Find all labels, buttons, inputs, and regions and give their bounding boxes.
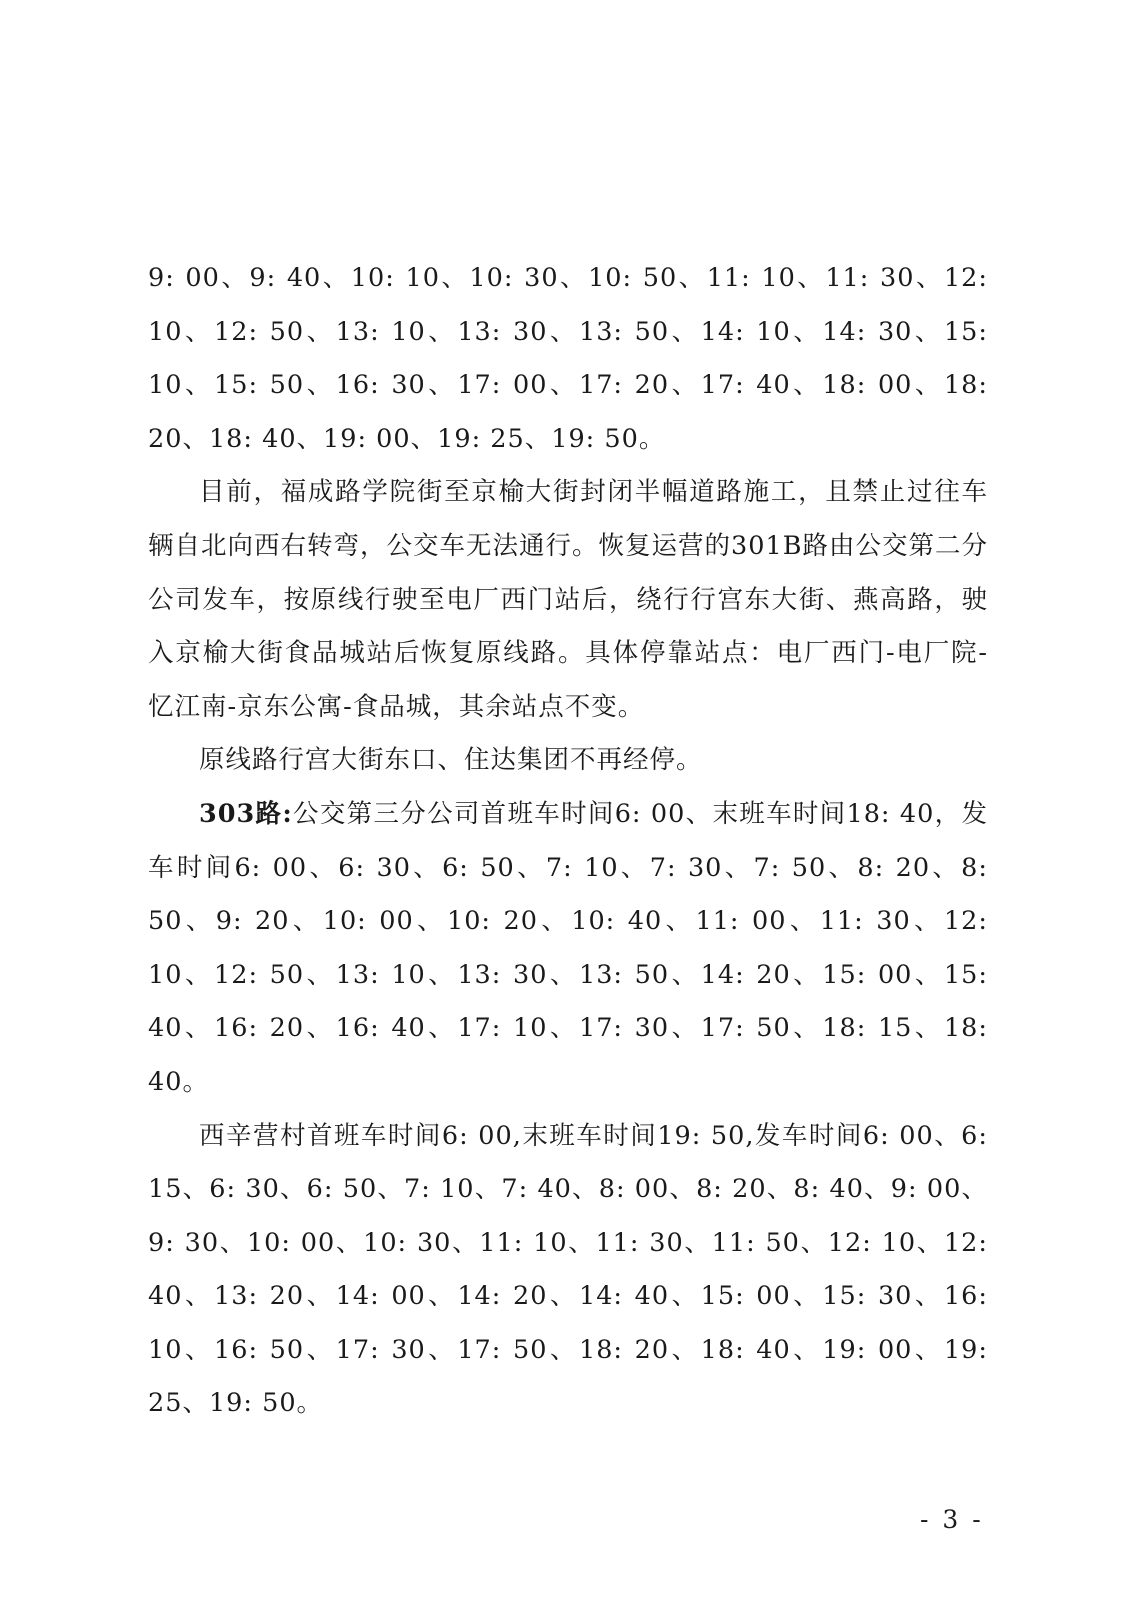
paragraph-skipped-stops xyxy=(148,734,988,788)
paragraph-text: 目前，福成路学院街至京榆大街封闭半幅道路施工，且禁止过往车辆自北向西右转弯，公交车无法通行。恢复运营的301B路由公交第二分公司发车，按原线行驶至电厂西门站后，绕行行宫东大街、燕高路，驶入京榆大街食品城站后恢复原线路。具体停靠站点：电厂西门-电厂院-忆江南-京东公寓-食品城，其余站点不变。 xyxy=(148,477,988,722)
paragraph-text: 9: 00、9: 40、10: 10、10: 30、10: 50、11: 10、11: 30、12: 10、12: 50、13: 10、13: 30、13: 50、14: 10、14: 30、15: 10、15: 50、16: 30、17: 00、17: 20、17: 40、18: 00、18: 20、18: 40、19: 00、19: 25、19: 50。 xyxy=(148,263,988,454)
paragraph-timetable-continued xyxy=(148,252,988,466)
paragraph-route-303 xyxy=(148,788,988,1110)
body-text xyxy=(148,252,988,1431)
paragraph-text: 西辛营村首班车时间6: 00,末班车时间19: 50,发车时间6: 00、6: 15、6: 30、6: 50、7: 10、7: 40、8: 00、8: 20、8: 40、9: 00、9: 30、10: 00、10: 30、11: 10、11: 30、11: 50、12: 10、12: 40、13: 20、14: 00、14: 20、14: 40、15: 00、15: 30、16: 10、16: 50、17: 30、17: 50、18: 20、18: 40、19: 00、19: 25、19: 50。 xyxy=(148,1120,988,1419)
paragraph-xixinying-schedule xyxy=(148,1110,988,1432)
page-number: - 3 - xyxy=(920,1505,984,1534)
route-label: 303路: xyxy=(199,798,293,829)
paragraph-text: 原线路行宫大街东口、住达集团不再经停。 xyxy=(199,745,703,776)
paragraph-301b-detour xyxy=(148,466,988,734)
paragraph-text: 公交第三分公司首班车时间6: 00、末班车时间18: 40，发车时间6: 00、6: 30、6: 50、7: 10、7: 30、7: 50、8: 20、8: 50、9: 20、10: 00、10: 20、10: 40、11: 00、11: 30、12: 10、12: 50、13: 10、13: 30、13: 50、14: 20、15: 00、15: 40、16: 20、16: 40、17: 10、17: 30、17: 50、18: 15、18: 40。 xyxy=(148,798,988,1097)
